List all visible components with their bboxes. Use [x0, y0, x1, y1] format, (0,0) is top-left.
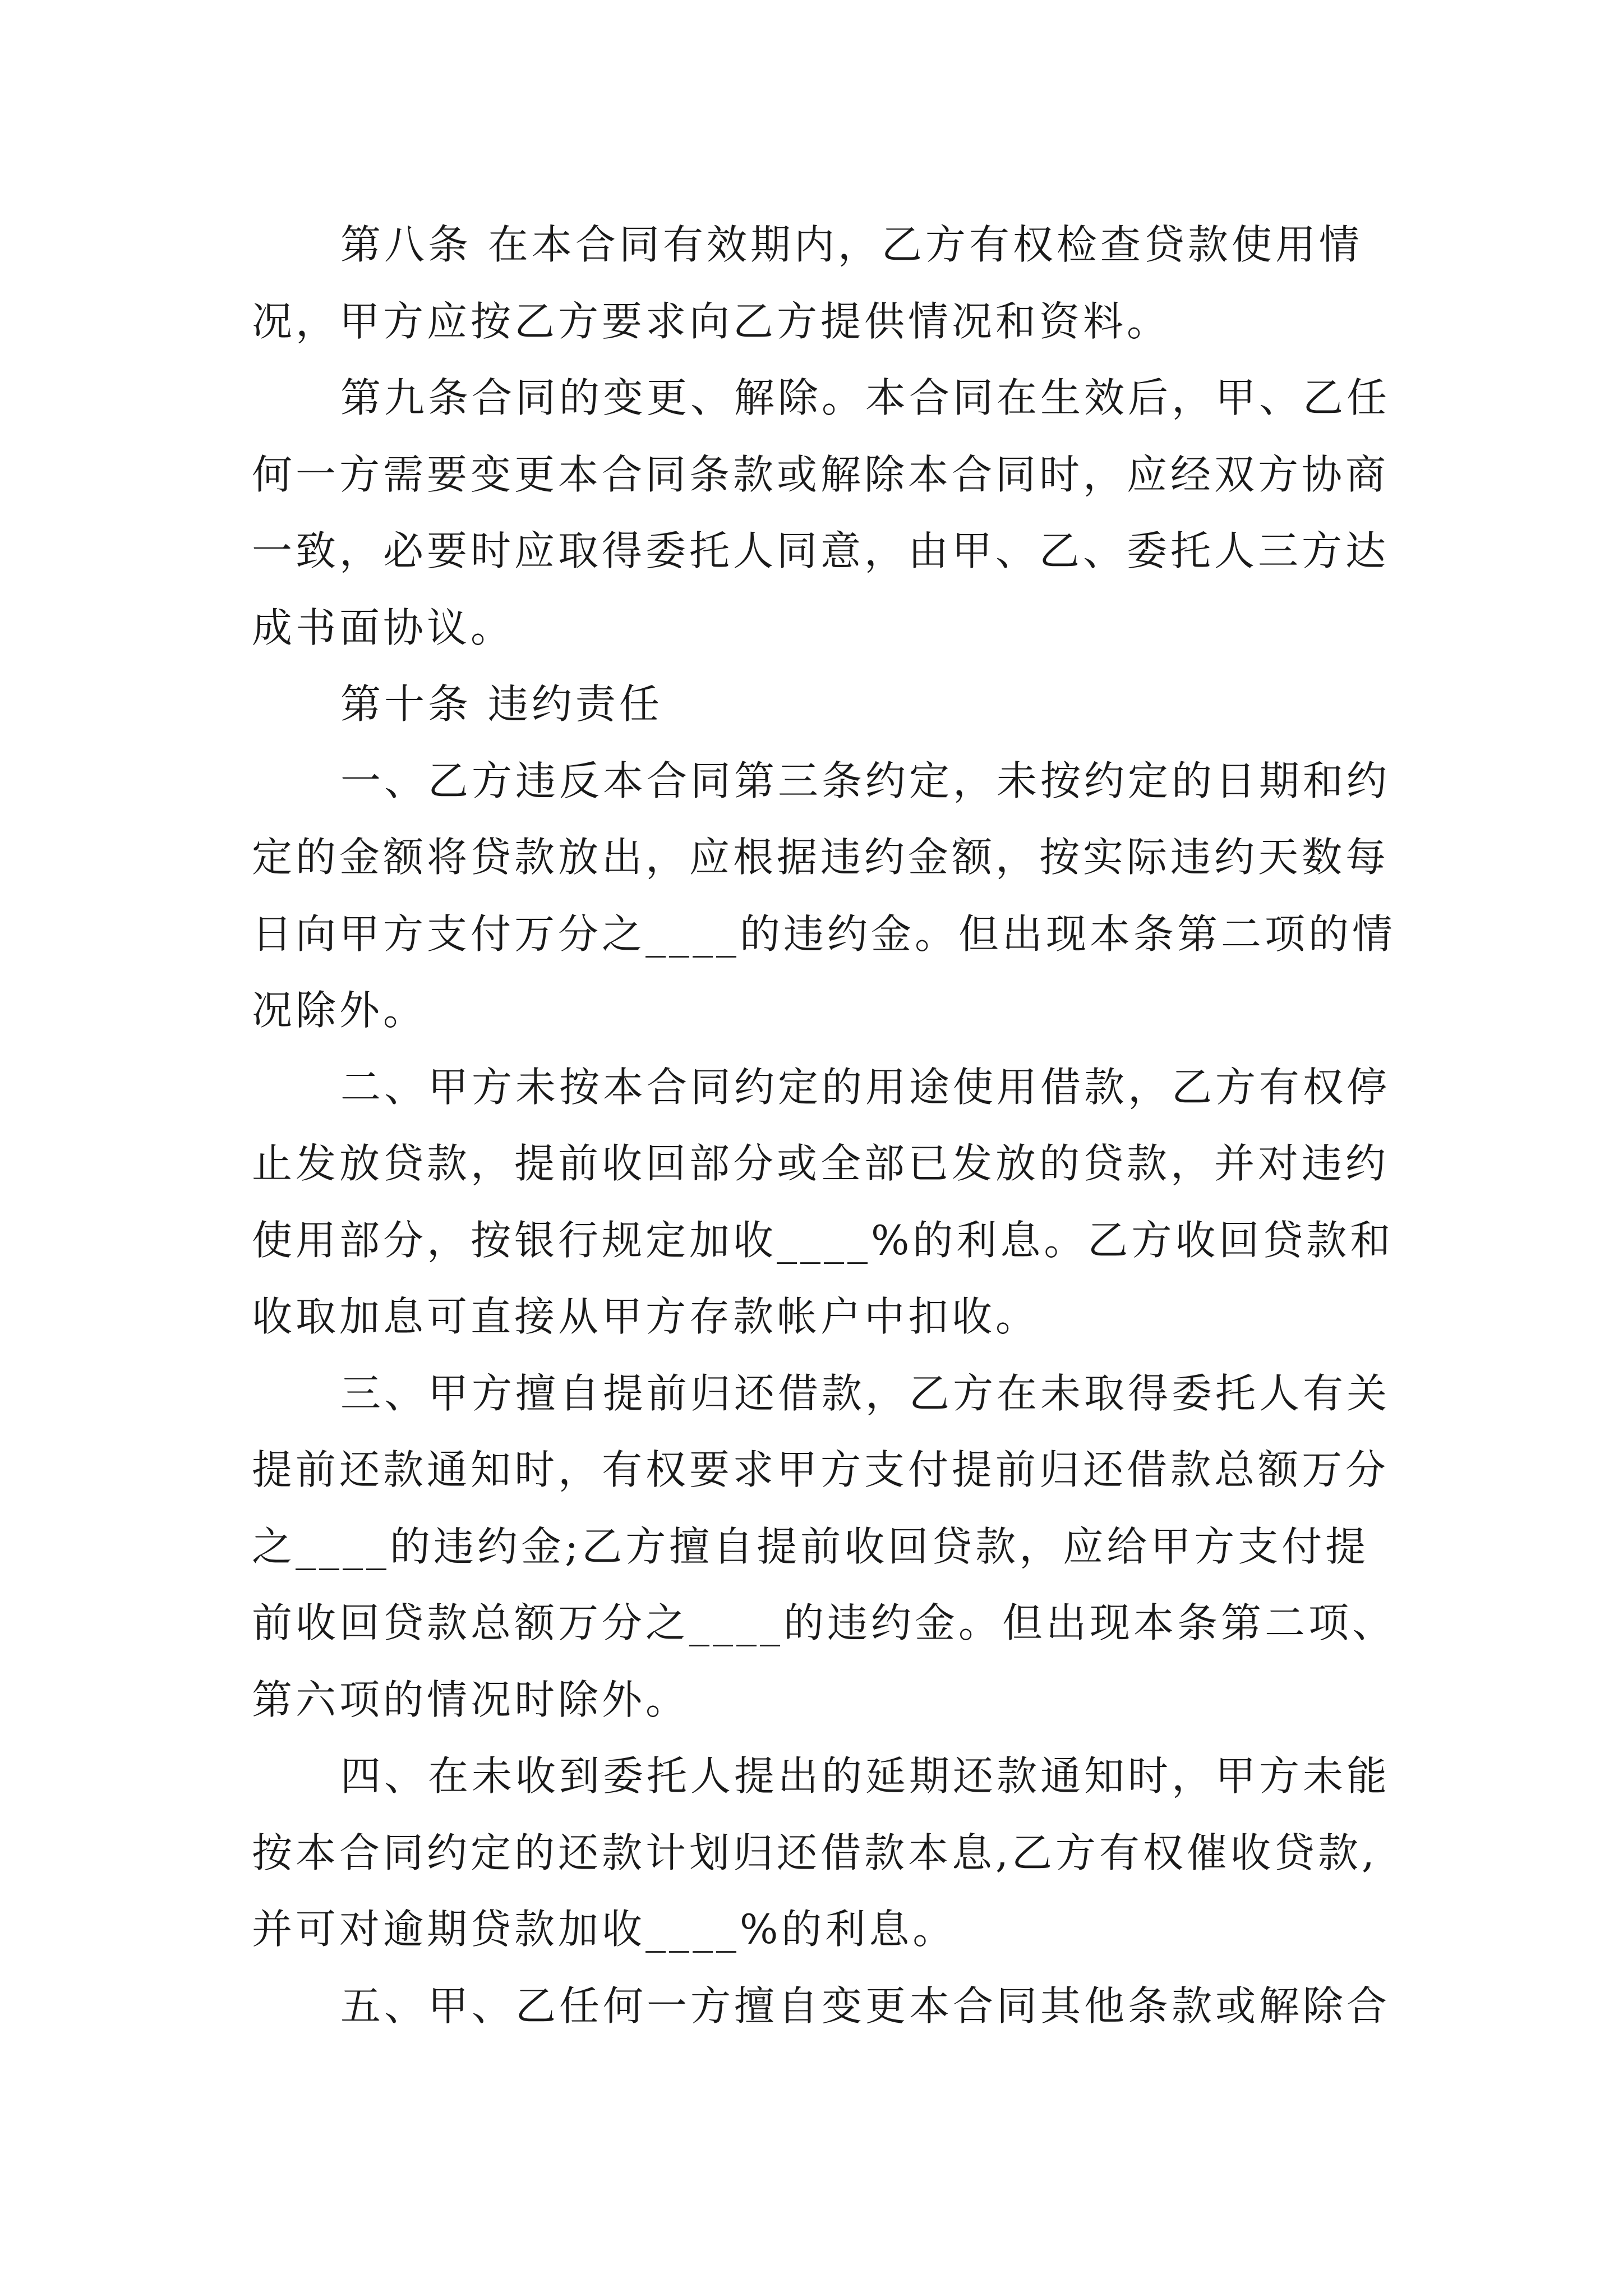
section-heading: 第十条 违约责任	[340, 680, 663, 728]
paragraph-item-3	[252, 1355, 1396, 1738]
text-line: 第六项的情况时除外。	[252, 1676, 690, 1723]
text-line: 第九条合同的变更、解除。本合同在生效后，甲、乙任	[340, 374, 1391, 421]
heading-article-10	[252, 666, 1385, 743]
text-line: 并可对逾期贷款加收____%的利息。	[252, 1906, 957, 1953]
text-line: 三、甲方擅自提前归还借款，乙方在未取得委托人有关	[340, 1369, 1391, 1417]
paragraph-article-8	[252, 206, 1385, 360]
text-line: 按本合同约定的还款计划归还借款本息,乙方有权催收贷款,	[252, 1829, 1378, 1876]
text-line: 提前还款通知时，有权要求甲方支付提前归还借款总额万分	[252, 1446, 1390, 1493]
text-line: 第八条 在本合同有效期内，乙方有权检查贷款使用情	[340, 221, 1363, 268]
paragraph-item-2	[252, 1049, 1394, 1355]
text-line: 日向甲方支付万分之____的违约金。但出现本条第二项的情	[252, 910, 1396, 958]
text-line: 二、甲方未按本合同约定的用途使用借款，乙方有权停	[340, 1063, 1391, 1111]
text-line: 止发放贷款，提前收回部分或全部已发放的贷款，并对违约	[252, 1140, 1390, 1187]
paragraph-article-9	[252, 360, 1391, 666]
text-line: 一致，必要时应取得委托人同意，由甲、乙、委托人三方达	[252, 527, 1390, 574]
text-line: 况除外。	[252, 987, 427, 1034]
text-line: 况，甲方应按乙方要求向乙方提供情况和资料。	[252, 297, 1171, 345]
text-line: 使用部分，按银行规定加收____%的利息。乙方收回贷款和	[252, 1216, 1394, 1264]
paragraph-item-4	[252, 1738, 1391, 1968]
text-line: 定的金额将贷款放出，应根据违约金额，按实际违约天数每	[252, 834, 1390, 881]
text-line: 五、甲、乙任何一方擅自变更本合同其他条款或解除合	[340, 1982, 1391, 2030]
paragraph-item-1	[252, 743, 1396, 1049]
document-body	[252, 206, 1396, 2044]
paragraph-item-5	[252, 1968, 1391, 2045]
text-line: 何一方需要变更本合同条款或解除本合同时，应经双方协商	[252, 450, 1390, 498]
text-line: 成书面协议。	[252, 604, 515, 651]
text-line: 前收回贷款总额万分之____的违约金。但出现本条第二项、	[252, 1599, 1396, 1646]
text-line: 收取加息可直接从甲方存款帐户中扣收。	[252, 1293, 1040, 1340]
text-line: 一、乙方违反本合同第三条约定，未按约定的日期和约	[340, 757, 1391, 804]
text-line: 之____的违约金;乙方擅自提前收回贷款，应给甲方支付提	[252, 1522, 1370, 1570]
text-line: 四、在未收到委托人提出的延期还款通知时，甲方未能	[340, 1752, 1391, 1800]
